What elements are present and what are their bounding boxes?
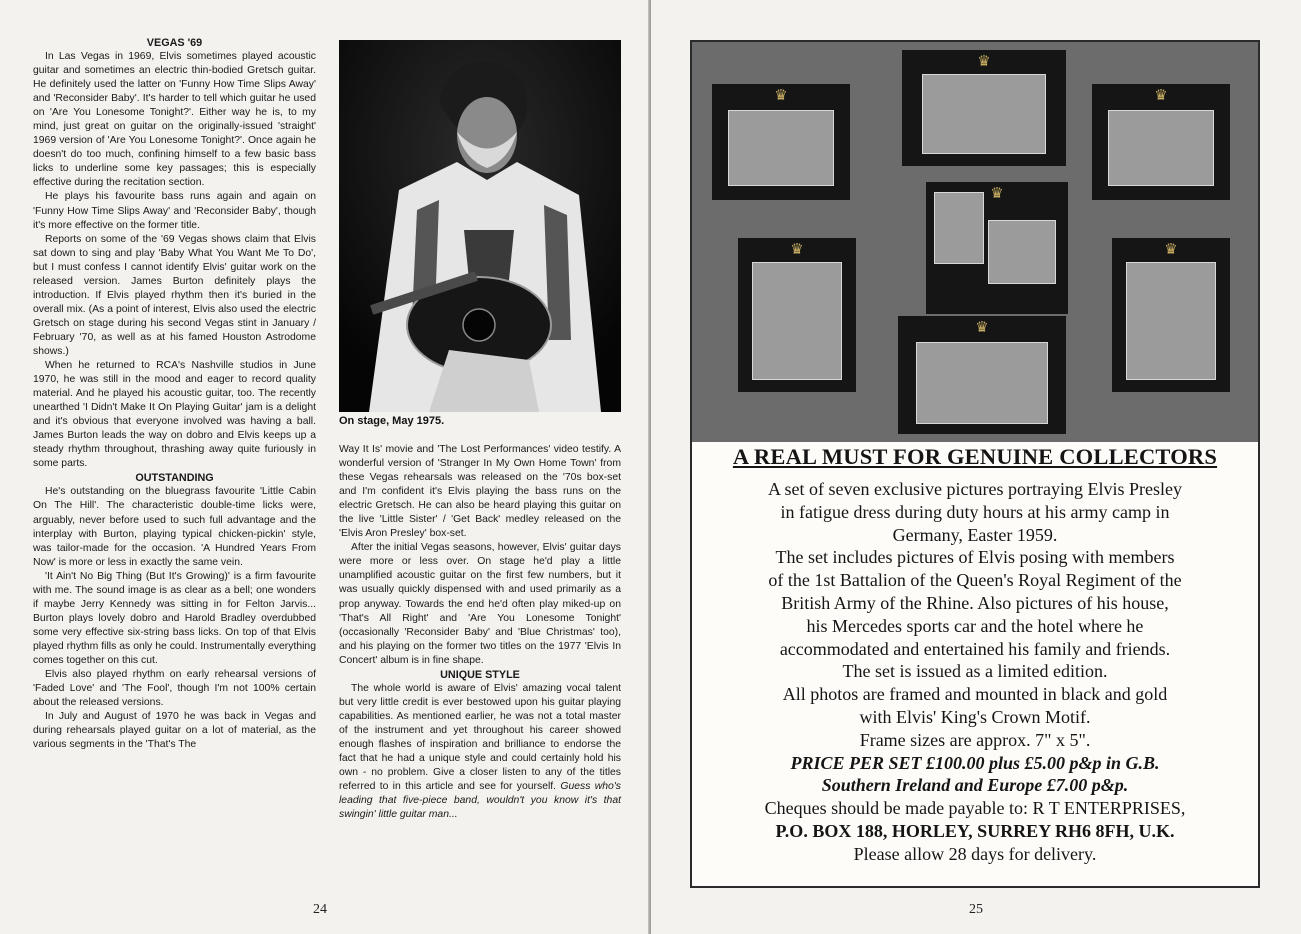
photo-caption: On stage, May 1975. xyxy=(339,415,445,427)
paragraph: When he returned to RCA's Nashville studios in June 1970, he was still in the mood and eager to record quality material. And he played his acoustic guitar, too. The recently unearthed 'I Didn't Make It On Playing Guitar' jam is a delight and it's obvious that everyone involved was having a ball. James Burton leads the way on dobro and Elvis keeps up a steady rhythm throughout, thrashing away quite furiously in some parts. xyxy=(33,360,316,470)
paragraph: In Las Vegas in 1969, Elvis sometimes played acoustic guitar and sometimes an electric thin-bodied Gretsch guitar. He definitely used the latter on 'Funny How Time Slips Away' and 'Reconsider Baby'. It's harder to tell which guitar he used on 'Are You Lonesome Tonight?'. Either way he is, to my mind, just great on guitar on the originally-issued 'straight' 1969 version of 'Are You Lonesome Tonight?'. Once again he doesn't do too much, confining himself to a few basic bass licks to underline some key passages; this is especially effective during the recitation section. xyxy=(33,51,316,189)
ad-body xyxy=(692,478,1258,866)
framed-photo xyxy=(712,84,850,200)
framed-photo xyxy=(1112,238,1230,392)
section-heading: UNIQUE STYLE xyxy=(440,668,520,681)
ad-address-line: P.O. BOX 188, HORLEY, SURREY RH6 8FH, U.K. xyxy=(775,820,1175,841)
framed-photo xyxy=(926,182,1068,314)
framed-photo xyxy=(1092,84,1230,200)
ad-line: The set includes pictures of Elvis posing with members xyxy=(775,547,1175,568)
ad-line: with Elvis' King's Crown Motif. xyxy=(859,706,1091,727)
ad-line: Frame sizes are approx. 7" x 5". xyxy=(859,729,1091,750)
crown-icon: ♛ xyxy=(1154,87,1168,104)
ad-line: of the 1st Battalion of the Queen's Royal Regiment of the xyxy=(768,570,1182,591)
crown-icon: ♛ xyxy=(990,185,1004,202)
section-heading: VEGAS '69 xyxy=(146,37,203,49)
paragraph: He plays his favourite bass runs again and again on 'Funny How Time Slips Away' and 'Reconsider Baby', though it's more effective on the former title. xyxy=(33,191,316,231)
paragraph: Elvis also played rhythm on early rehearsal versions of 'Faded Love' and 'The Fool', though I'm not 100% certain about the released versions. xyxy=(33,669,316,709)
ad-headline: A REAL MUST FOR GENUINE COLLECTORS xyxy=(732,444,1218,469)
closing-italic: Guess who's leading that five-piece band, wouldn't you know it's that swingin' little guitar man... xyxy=(339,781,621,821)
paragraph: 'It Ain't No Big Thing (But It's Growing)' is a firm favourite with me. The sound image is as clear as a bell; one wonders if maybe Jerry Kennedy was sitting in for Felton Jarvis... Burton plays lovely dobro and Harold Bradley overdubbed some very effective six-string bass licks. On top of that Elvis played rhythm fills as only he could. Instrumentally everything comes together on this cut. xyxy=(33,570,316,666)
ad-line: Please allow 28 days for delivery. xyxy=(853,843,1097,864)
ad-line: All photos are framed and mounted in black and gold xyxy=(782,684,1168,705)
framed-photo xyxy=(898,316,1066,434)
elvis-stage-photo xyxy=(339,40,621,412)
framed-photo-gallery xyxy=(692,42,1258,442)
ad-line: British Army of the Rhine. Also pictures of his house, xyxy=(781,592,1169,613)
article-column-right xyxy=(339,443,621,822)
paragraph: In July and August of 1970 he was back in Vegas and during rehearsals played guitar on a lot of material, as the various segments in the 'That's The xyxy=(33,711,316,751)
ad-price-line: PRICE PER SET £100.00 plus £5.00 p&p in G.B. xyxy=(790,752,1160,773)
ad-line: accommodated and entertained his family and friends. xyxy=(779,638,1171,659)
framed-photo xyxy=(738,238,856,392)
ad-price-line: Southern Ireland and Europe £7.00 p&p. xyxy=(821,775,1129,796)
ad-line: in fatigue dress during duty hours at his army camp in xyxy=(780,501,1170,522)
paragraph-text: The whole world is aware of Elvis' amazing vocal talent but very little credit is ever bestowed upon his guitar playing capabilities. As mentioned earlier, he was not a total master of the instrument and yet throughout his career showed enough flashes of inspiration and brilliance to endorse the fact that he had a unique style and could certainly hold his own - no problem. Give a closer listen to any of the titles referred to in this article and see for yourself. xyxy=(339,682,621,793)
crown-icon: ♛ xyxy=(1164,241,1178,258)
crown-icon: ♛ xyxy=(790,241,804,258)
paragraph: Reports on some of the '69 Vegas shows claim that Elvis sat down to sing and play 'Baby What You Want Me To Do', but I must confess I cannot identify Elvis' guitar work on the released version. James Burton definitely plays the introduction. If Elvis played rhythm then it's buried in the overall mix. (As a point of interest, Elvis also used the electric Gretsch on stage during his second Vegas stint in January / February '70, as well as at his famed Houston Astrodome shows.) xyxy=(33,233,316,357)
framed-photo xyxy=(902,50,1066,166)
ad-line: Germany, Easter 1959. xyxy=(892,524,1058,545)
collectors-advert xyxy=(690,40,1260,888)
paragraph xyxy=(339,682,621,822)
ad-line: The set is issued as a limited edition. xyxy=(842,661,1108,682)
crown-icon: ♛ xyxy=(774,87,788,104)
crown-icon: ♛ xyxy=(977,53,991,70)
paragraph: He's outstanding on the bluegrass favourite 'Little Cabin On The Hill'. The characteristic double-time licks were, arguably, never before used to such full advantage and the interplay with Burton, playing typical chicken-pickin' style, was tailor-made for the occasion. 'A Hundred Years From Now' is more or less in exactly the same vein. xyxy=(33,486,316,568)
page-number: 24 xyxy=(313,902,327,917)
article-column-left xyxy=(33,36,316,752)
ad-address-line: Cheques should be made payable to: R T ENTERPRISES, xyxy=(764,798,1186,819)
section-heading: OUTSTANDING xyxy=(135,472,214,485)
left-page xyxy=(0,0,650,934)
ad-line: A set of seven exclusive pictures portraying Elvis Presley xyxy=(768,479,1182,499)
ad-line: his Mercedes sports car and the hotel where he xyxy=(806,615,1144,636)
page-number: 25 xyxy=(969,902,983,917)
crown-icon: ♛ xyxy=(975,319,989,336)
paragraph: Way It Is' movie and 'The Lost Performances' video testify. A wonderful version of 'Stranger In My Own Home Town' from these Vegas rehearsals was released on the '70s box-set and I'm confident it's Elvis playing the bass runs on the electric Gretsch. He can also be heard playing this guitar on the live 'Little Sister' / 'Get Back' medley released on the 'Elvis Aron Presley' box-set. xyxy=(339,444,621,540)
paragraph: After the initial Vegas seasons, however, Elvis' guitar days were more or less over. On stage he'd play a little unamplified acoustic guitar on the first few numbers, but it was usually quickly dispensed with and used primarily as a prop anyway. Towards the end he'd often play miked-up on 'That's All Right' and 'Are You Lonesome Tonight' (occasionally 'Reconsider Baby' and 'Blue Christmas' too), and his playing on the former two titles on the 1977 'Elvis In Concert' album is in fine shape. xyxy=(339,542,621,666)
